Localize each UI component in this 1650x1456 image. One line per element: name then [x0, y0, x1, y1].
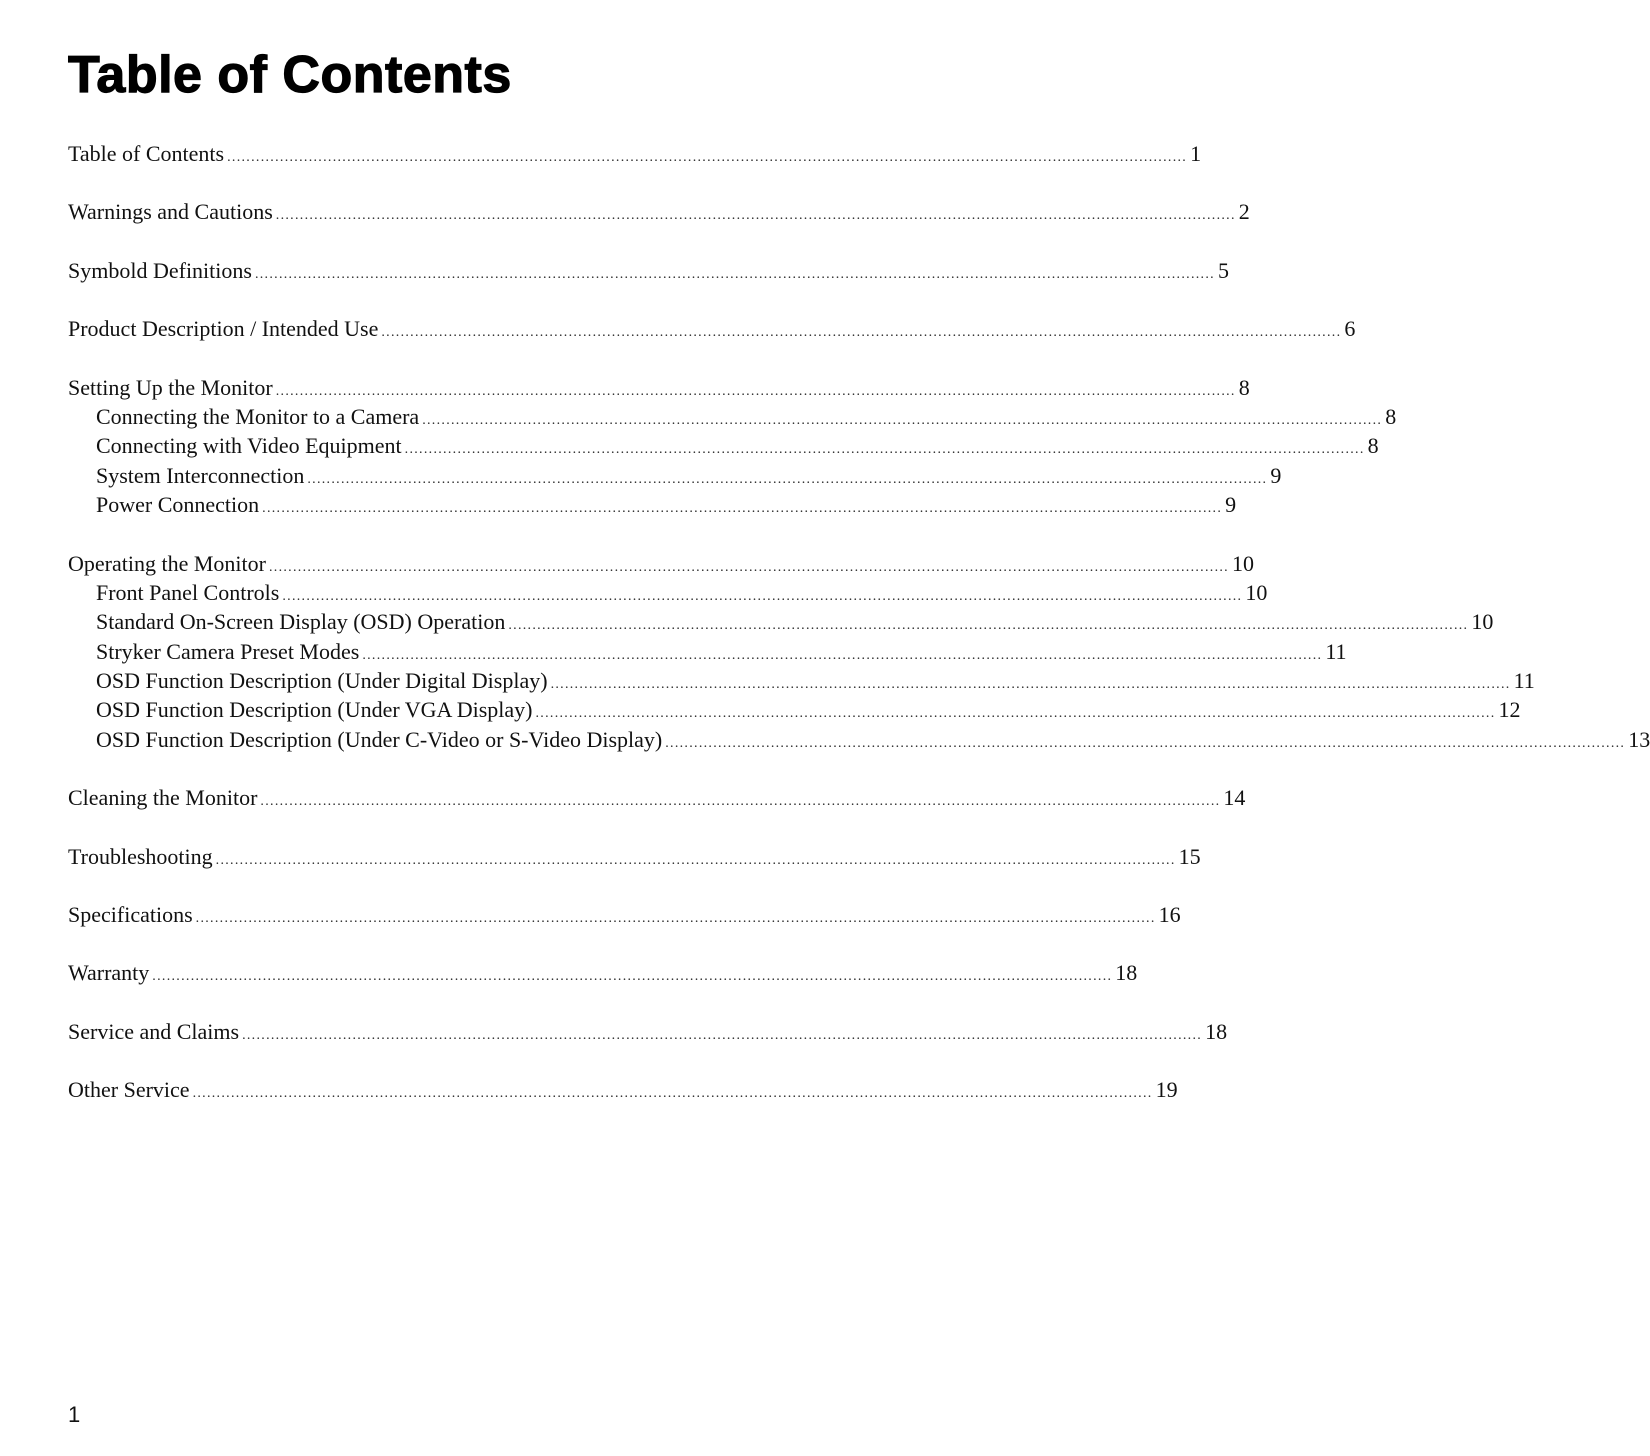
- toc-entry-label: Product Description / Intended Use: [68, 316, 379, 342]
- toc-group: [68, 314, 1356, 343]
- toc-entry-label: Stryker Camera Preset Modes: [96, 638, 360, 664]
- toc-dot-leader: ........................................................................................................................................................................................................: [362, 647, 1323, 663]
- toc-entry-label: Connecting the Monitor to a Camera: [96, 403, 420, 429]
- toc-entry-page: 10: [1231, 550, 1254, 576]
- toc-group: [68, 1075, 1178, 1104]
- toc-dot-leader: ........................................................................................................................................................................................................: [422, 412, 1383, 428]
- toc-entry-label: Power Connection: [96, 492, 260, 518]
- toc-entry-page: 13: [1628, 726, 1650, 752]
- toc-entry-label: System Interconnection: [96, 462, 305, 488]
- toc-entry-label: Connecting with Video Equipment: [96, 433, 402, 459]
- toc-dot-leader: ........................................................................................................................................................................................................: [381, 325, 1342, 341]
- toc-entry-label: Warranty: [68, 960, 150, 986]
- toc-entry-page: 6: [1344, 316, 1356, 342]
- toc-entry-page: 18: [1205, 1018, 1228, 1044]
- toc-entry-page: 11: [1325, 638, 1347, 664]
- toc-dot-leader: ........................................................................................................................................................................................................: [665, 735, 1626, 751]
- toc-entry-label: Service and Claims: [68, 1018, 240, 1044]
- toc-entry-page: 16: [1158, 902, 1181, 928]
- toc-entry[interactable]: [68, 256, 1229, 285]
- toc-dot-leader: ........................................................................................................................................................................................................: [152, 969, 1113, 985]
- toc-entry-page: 18: [1115, 960, 1138, 986]
- toc-entry-page: 2: [1238, 199, 1250, 225]
- toc-entry-label: Specifications: [68, 902, 193, 928]
- toc-subentry[interactable]: [68, 490, 1237, 519]
- toc-entry-page: 10: [1471, 609, 1494, 635]
- toc-entry[interactable]: [68, 783, 1246, 812]
- toc-dot-leader: ........................................................................................................................................................................................................: [260, 794, 1221, 810]
- toc-dot-leader: ........................................................................................................................................................................................................: [254, 266, 1215, 282]
- toc-group: [68, 256, 1229, 285]
- toc-subentry[interactable]: [68, 695, 1521, 724]
- toc-group: [68, 958, 1138, 987]
- toc-entry[interactable]: [68, 549, 1254, 578]
- toc-entry[interactable]: [68, 842, 1201, 871]
- toc-group: [68, 373, 1397, 520]
- toc-entry-page: 19: [1155, 1077, 1178, 1103]
- toc-entry-label: Operating the Monitor: [68, 550, 266, 576]
- toc-dot-leader: ........................................................................................................................................................................................................: [268, 559, 1229, 575]
- toc-entry-page: 9: [1225, 492, 1237, 518]
- toc-dot-leader: ........................................................................................................................................................................................................: [215, 852, 1176, 868]
- toc-subentry[interactable]: [68, 725, 1650, 754]
- toc-entry-label: Troubleshooting: [68, 843, 213, 869]
- toc-subentry[interactable]: [68, 461, 1282, 490]
- toc-entry[interactable]: [68, 197, 1250, 226]
- toc-entry-label: Warnings and Cautions: [68, 199, 273, 225]
- toc-entry-label: OSD Function Description (Under Digital Display): [96, 668, 548, 694]
- toc-entry-label: OSD Function Description (Under C-Video or S-Video Display): [96, 726, 663, 752]
- toc-entry-page: 9: [1270, 462, 1282, 488]
- toc-group: [68, 783, 1246, 812]
- toc-dot-leader: ........................................................................................................................................................................................................: [307, 471, 1268, 487]
- toc-entry[interactable]: [68, 314, 1356, 343]
- page-title: Table of Contents: [68, 46, 512, 104]
- toc-dot-leader: ........................................................................................................................................................................................................: [282, 588, 1243, 604]
- toc-dot-leader: ........................................................................................................................................................................................................: [404, 442, 1365, 458]
- toc-entry-label: Front Panel Controls: [96, 579, 280, 605]
- toc-entry-page: 8: [1367, 433, 1379, 459]
- toc-entry-page: 10: [1245, 579, 1268, 605]
- toc-entry-page: 15: [1178, 843, 1201, 869]
- toc-group: [68, 197, 1250, 226]
- toc-entry[interactable]: [68, 1075, 1178, 1104]
- toc-dot-leader: ........................................................................................................................................................................................................: [550, 677, 1511, 693]
- toc-entry-label: Other Service: [68, 1077, 190, 1103]
- toc-group: [68, 900, 1181, 929]
- toc-entry[interactable]: [68, 958, 1138, 987]
- toc-entry-label: OSD Function Description (Under VGA Display): [96, 697, 533, 723]
- toc-entry-page: 8: [1385, 403, 1397, 429]
- toc-entry-page: 1: [1190, 141, 1202, 166]
- toc-entry-label: Setting Up the Monitor: [68, 374, 273, 400]
- toc-entry[interactable]: [68, 373, 1250, 402]
- table-of-contents: [68, 139, 1650, 1134]
- toc-subentry[interactable]: [68, 637, 1347, 666]
- toc-subentry[interactable]: [68, 666, 1535, 695]
- toc-subentry[interactable]: [68, 607, 1494, 636]
- toc-subentry[interactable]: [68, 578, 1268, 607]
- toc-subentry[interactable]: [68, 431, 1379, 460]
- toc-entry-label: Cleaning the Monitor: [68, 785, 258, 811]
- page-number: 1: [68, 1402, 81, 1427]
- toc-dot-leader: ........................................................................................................................................................................................................: [508, 618, 1469, 634]
- toc-entry[interactable]: [68, 1017, 1228, 1046]
- toc-entry-page: 14: [1223, 785, 1246, 811]
- toc-dot-leader: ........................................................................................................................................................................................................: [227, 150, 1188, 165]
- toc-entry-label: Table of Contents: [68, 141, 225, 166]
- toc-group: [68, 842, 1201, 871]
- toc-subentry[interactable]: [68, 402, 1397, 431]
- toc-dot-leader: ........................................................................................................................................................................................................: [275, 208, 1236, 224]
- toc-group: [68, 1017, 1228, 1046]
- toc-entry-page: 11: [1513, 668, 1535, 694]
- toc-dot-leader: ........................................................................................................................................................................................................: [242, 1027, 1203, 1043]
- toc-dot-leader: ........................................................................................................................................................................................................: [195, 911, 1156, 927]
- toc-entry-label: Standard On-Screen Display (OSD) Operation: [96, 609, 506, 635]
- toc-entry-page: 8: [1238, 374, 1250, 400]
- toc-dot-leader: ........................................................................................................................................................................................................: [262, 501, 1223, 517]
- toc-entry[interactable]: [68, 900, 1181, 929]
- toc-dot-leader: ........................................................................................................................................................................................................: [535, 706, 1496, 722]
- toc-entry-page: 5: [1217, 257, 1229, 283]
- toc-entry-label: Symbold Definitions: [68, 257, 252, 283]
- toc-entry-page: 12: [1498, 697, 1521, 723]
- toc-dot-leader: ........................................................................................................................................................................................................: [192, 1086, 1153, 1102]
- toc-dot-leader: ........................................................................................................................................................................................................: [275, 383, 1236, 399]
- toc-group: [68, 139, 1202, 168]
- toc-entry[interactable]: [68, 139, 1202, 168]
- toc-group: [68, 549, 1650, 755]
